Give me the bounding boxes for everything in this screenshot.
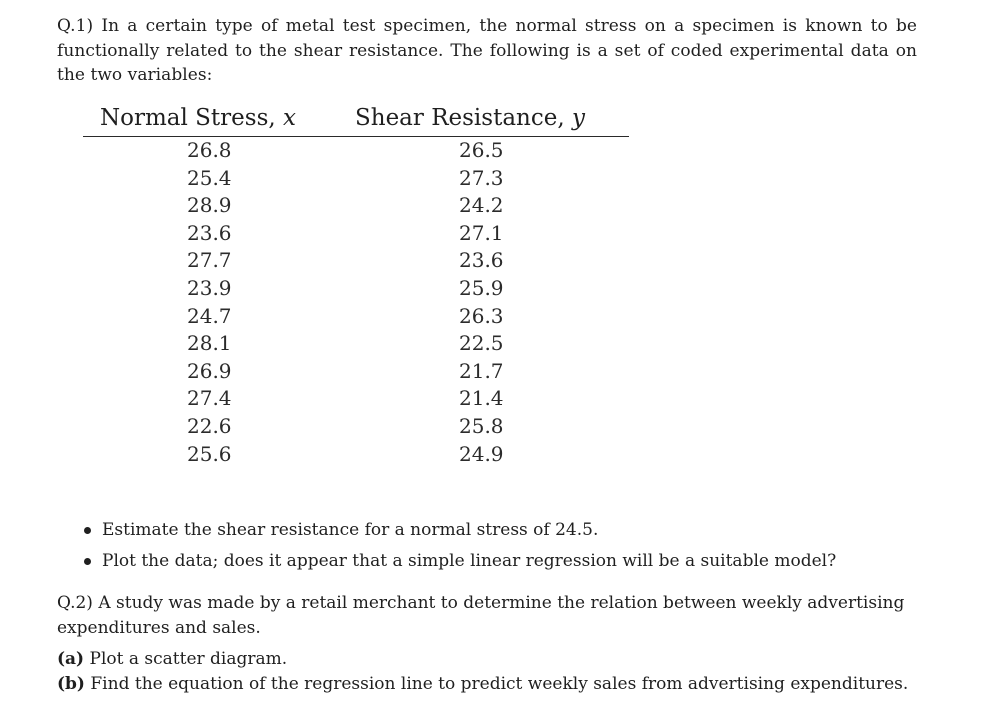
list-item <box>82 549 942 580</box>
cell-shear-resistance: 22.5 <box>459 331 504 356</box>
cell-shear-resistance: 25.9 <box>459 275 504 300</box>
bullet-dot-icon <box>84 527 91 534</box>
cell-normal-stress: 24.7 <box>187 303 232 328</box>
bullet-list <box>82 518 942 580</box>
table-row <box>83 275 629 303</box>
cell-normal-stress: 25.4 <box>187 165 232 190</box>
column-header-normal-stress-label: Normal Stress, <box>100 105 276 131</box>
table-row <box>83 441 629 469</box>
table-row <box>83 165 629 193</box>
cell-shear-resistance: 27.3 <box>459 165 504 190</box>
cell-shear-resistance: 26.3 <box>459 303 504 328</box>
bullet-text: Plot the data; does it appear that a simple linear regression will be a suitable model? <box>102 551 837 571</box>
question-part <box>57 672 937 697</box>
cell-normal-stress: 22.6 <box>187 413 232 438</box>
table-row <box>83 385 629 413</box>
table-row <box>83 247 629 275</box>
bullet-dot-icon <box>84 558 91 565</box>
table-body <box>83 137 629 468</box>
question-1-text: Q.1) In a certain type of metal test specimen, the normal stress on a specimen is known to be functionally related to the shear resistance. The following is a set of coded experimental data on the two variables: <box>57 16 917 85</box>
bullet-text: Estimate the shear resistance for a normal stress of 24.5. <box>102 520 599 540</box>
cell-normal-stress: 26.9 <box>187 358 232 383</box>
cell-shear-resistance: 26.5 <box>459 138 504 162</box>
part-text: Find the equation of the regression line to predict weekly sales from advertising expenditures. <box>90 674 909 694</box>
cell-normal-stress: 27.4 <box>187 386 232 411</box>
table-row <box>83 303 629 331</box>
column-header-shear-resistance <box>355 105 585 131</box>
part-text: Plot a scatter diagram. <box>89 649 288 669</box>
part-label: (a) <box>57 649 85 669</box>
table-row <box>83 358 629 386</box>
table-row <box>83 220 629 248</box>
cell-normal-stress: 26.8 <box>187 138 232 162</box>
question-2-text: Q.2) A study was made by a retail merchant to determine the relation between weekly advertising expenditures and sales. <box>57 593 905 638</box>
table-row <box>83 192 629 220</box>
question-part <box>57 647 937 672</box>
table-row <box>83 137 629 165</box>
cell-normal-stress: 28.1 <box>187 331 232 356</box>
cell-shear-resistance: 24.2 <box>459 193 504 218</box>
cell-normal-stress: 27.7 <box>187 248 232 273</box>
cell-shear-resistance: 21.7 <box>459 358 504 383</box>
table-row <box>83 413 629 441</box>
question-2-parts <box>57 647 937 697</box>
cell-shear-resistance: 25.8 <box>459 413 504 438</box>
column-header-y-variable: y <box>571 105 585 131</box>
cell-normal-stress: 23.6 <box>187 220 232 245</box>
cell-normal-stress: 23.9 <box>187 275 232 300</box>
cell-shear-resistance: 27.1 <box>459 220 504 245</box>
table-header <box>83 103 629 137</box>
cell-normal-stress: 28.9 <box>187 193 232 218</box>
table-row <box>83 330 629 358</box>
cell-shear-resistance: 21.4 <box>459 386 504 411</box>
column-header-shear-resistance-label: Shear Resistance, <box>355 105 565 131</box>
column-header-x-variable: x <box>283 105 296 131</box>
cell-shear-resistance: 23.6 <box>459 248 504 273</box>
column-header-normal-stress <box>100 105 296 131</box>
cell-normal-stress: 25.6 <box>187 441 232 466</box>
part-label: (b) <box>57 674 85 694</box>
list-item <box>82 518 942 549</box>
data-table <box>83 103 629 468</box>
cell-shear-resistance: 24.9 <box>459 441 504 466</box>
